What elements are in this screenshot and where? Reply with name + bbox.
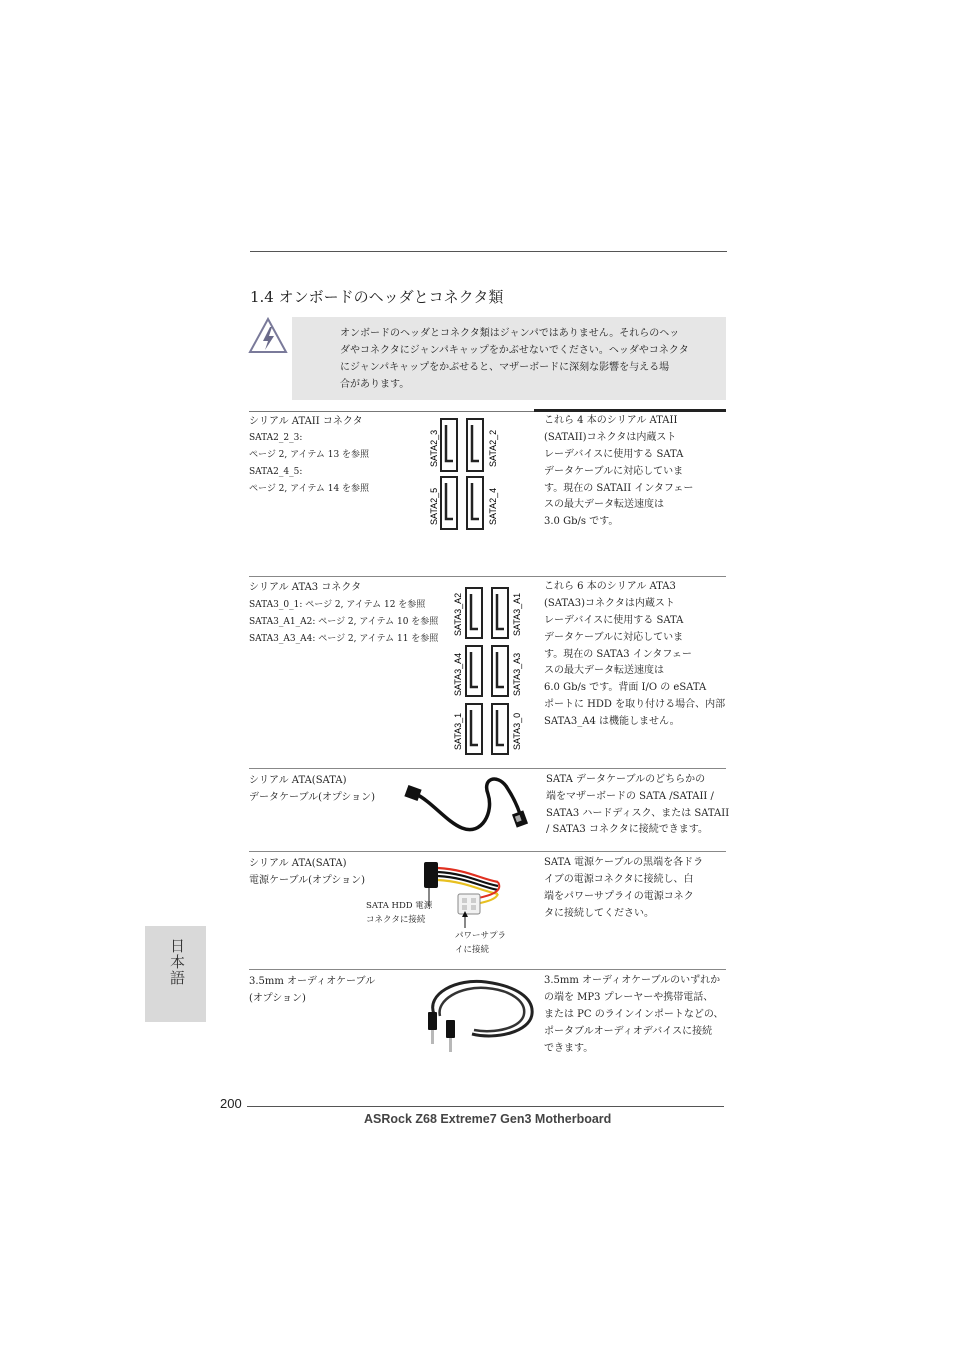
sata3-a3-label: SATA3_A3 xyxy=(512,652,522,696)
sata2-rule xyxy=(249,411,534,412)
sata3-a1-label: SATA3_A1 xyxy=(512,592,522,636)
sata2-5-label: SATA2_5 xyxy=(429,487,439,525)
footer-rule xyxy=(247,1106,724,1107)
top-rule xyxy=(250,251,727,252)
sata3-a4-label: SATA3_A4 xyxy=(453,652,463,696)
language-side-tab: 日本語 xyxy=(145,926,206,1022)
warning-icon xyxy=(247,316,289,356)
audio-cable-image xyxy=(416,974,540,1058)
sata-data-cable-image xyxy=(402,772,532,844)
power-cable-arrows xyxy=(425,880,475,930)
sata2-3-label: SATA2_3 xyxy=(429,429,439,467)
sata2-connector-diagram xyxy=(425,415,505,530)
sata2-4-label: SATA2_4 xyxy=(488,487,498,525)
sata-cable-rule xyxy=(249,768,726,769)
sata3-0-label: SATA3_0 xyxy=(512,712,522,750)
sata3-connector-diagram xyxy=(450,584,530,756)
footer-product-name: ASRock Z68 Extreme7 Gen3 Motherboard xyxy=(364,1112,612,1126)
sata3-rule xyxy=(249,576,726,577)
sata3-a2-label: SATA3_A2 xyxy=(453,592,463,636)
warning-text: オンボードのヘッダとコネクタ類はジャンパではありません。それらのヘッ ダやコネクタにジャンパキャップをかぶせないでください。ヘッダやコネクタ にジャンパキャップをかぶせると、マザーボードに深刻な影響を与える場 合があります。 xyxy=(340,328,689,390)
sata2-2-label: SATA2_2 xyxy=(488,429,498,467)
power-cable-rule xyxy=(249,851,726,852)
section-title: 1.4 オンボードのヘッダとコネクタ類 xyxy=(250,288,504,306)
sata3-1-label: SATA3_1 xyxy=(453,712,463,750)
sata2-thick-rule xyxy=(534,409,726,412)
page-number: 200 xyxy=(220,1096,242,1111)
warning-box xyxy=(292,317,726,400)
audio-cable-rule xyxy=(249,969,726,970)
